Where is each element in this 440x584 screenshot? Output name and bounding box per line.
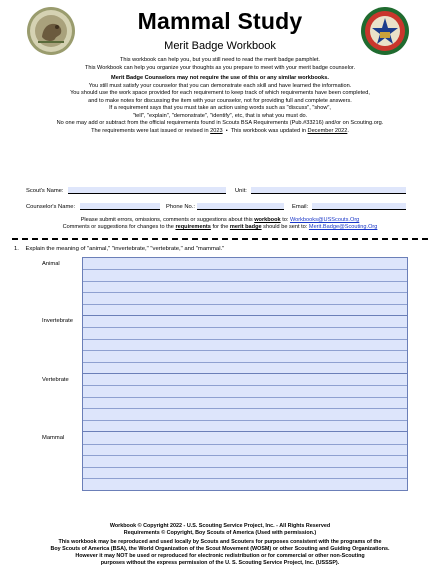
counselor-name-label: Counselor's Name:: [26, 204, 76, 210]
answer-area-vertebrate[interactable]: [82, 373, 408, 432]
phone-field[interactable]: [197, 203, 284, 210]
ruled-line: [83, 327, 407, 328]
contact-line: Comments or suggestions for changes to the requirements for the merit badge should be sent to: Merit.Badge@Scouting.Org: [62, 224, 378, 231]
intro-text: [0, 57, 440, 135]
scout-name-label: Scout's Name:: [26, 188, 64, 194]
ruled-line: [83, 397, 407, 398]
requirement-text: Explain the meaning of "animal," "invertebrate," "vertebrate," and "mammal.": [25, 246, 225, 252]
intro-line: No one may add or subtract from the official requirements found in Scouts BSA Requirements (Pub.#33216) and/or on Scouting.org.: [56, 120, 384, 126]
workbooks-email-link[interactable]: Workbooks@USScouts.Org: [289, 217, 360, 223]
intro-line: "tell", "explain", "demonstrate", "identify", etc, that is what you must do.: [132, 112, 308, 119]
intro-line: and to make notes for discussing the item with your counselor, not for providing full and complete answers.: [88, 97, 352, 104]
merit-badge-email-link[interactable]: Merit.Badge@Scouting.Org: [308, 224, 378, 231]
intro-line: You still must satisfy your counselor that you can demonstrate each skill and have learned the information.: [88, 82, 352, 89]
page-subtitle: Merit Badge Workbook: [164, 40, 276, 52]
update-date: December 2022: [307, 127, 348, 134]
ruled-line: [83, 444, 407, 445]
scout-name-field[interactable]: [68, 187, 226, 194]
contact-line: Please submit errors, omissions, comments or suggestions about this workbook to: Workbooks@USScouts.Org: [80, 217, 360, 223]
ruled-line: [83, 478, 407, 479]
phone-label: Phone No.:: [166, 204, 196, 210]
intro-line: You should use the work space provided for each requirement to keep track of which requirements have been completed,: [70, 90, 370, 96]
requirement-number: 1.: [14, 246, 19, 252]
answer-area-animal[interactable]: [82, 257, 408, 316]
ruled-line: [83, 292, 407, 293]
footer-line: However it may NOT be used or reproduced for electronic redistribution or for commercial or other non-Scouting: [75, 553, 365, 559]
footer-line: Boy Scouts of America (BSA), the World Organization of the Scout Movement (WOSM) or other Scouting and Guiding Organizations.: [50, 546, 390, 552]
ruled-line: [83, 362, 407, 363]
footer-line: Workbook © Copyright 2022 - U.S. Scouting Service Project, Inc. - All Rights Reserved: [109, 523, 331, 529]
ruled-line: [83, 339, 407, 340]
unit-label: Unit:: [235, 188, 247, 194]
requirement-1: [14, 246, 224, 252]
page-title: Mammal Study: [137, 8, 303, 34]
ruled-line: [83, 385, 407, 386]
footer-line: This workbook may be reproduced and used locally by Scouts and Scouters for purposes consistent with the programs of the: [58, 539, 382, 545]
answer-label-vertebrate: Vertebrate: [42, 377, 69, 383]
answer-area-mammal[interactable]: [82, 431, 408, 491]
email-field[interactable]: [312, 203, 406, 210]
ruled-line: [83, 304, 407, 305]
contact-info: [0, 217, 440, 232]
intro-bold-line: Merit Badge Counselors may not require the use of this or any similar workbooks.: [111, 75, 329, 81]
intro-line: This workbook can help you, but you still need to read the merit badge pamphlet.: [120, 57, 320, 63]
revision-line: The requirements were last issued or revised in 2023 • This workbook was updated in December 2022.: [91, 127, 349, 134]
ruled-line: [83, 281, 407, 282]
intro-line: If a requirement says that you must take an action using words such as "discuss", "show",: [109, 105, 331, 111]
section-divider: [12, 238, 428, 240]
ruled-line: [83, 350, 407, 351]
footer-line: Requirements © Copyright, Boy Scouts of America (Used with permission.): [123, 530, 317, 536]
ruled-line: [83, 420, 407, 421]
ruled-line: [83, 408, 407, 409]
ruled-line: [83, 467, 407, 468]
unit-field[interactable]: [251, 187, 406, 194]
answer-label-mammal: Mammal: [42, 435, 65, 441]
answer-area-invertebrate[interactable]: [82, 315, 408, 374]
counselor-name-field[interactable]: [80, 203, 160, 210]
copyright-footer: [0, 523, 440, 567]
ruled-line: [83, 455, 407, 456]
answer-label-animal: Animal: [42, 261, 60, 267]
answer-label-invertebrate: Invertebrate: [42, 318, 73, 324]
revision-year: 2023: [210, 127, 223, 134]
footer-line: purposes without the express permission of the U. S. Scouting Service Project, Inc. (USSSP).: [100, 560, 340, 566]
email-label: Email:: [292, 204, 309, 210]
intro-line: This Workbook can help you organize your thoughts as you prepare to meet with your merit badge counselor.: [84, 64, 356, 71]
ruled-line: [83, 269, 407, 270]
